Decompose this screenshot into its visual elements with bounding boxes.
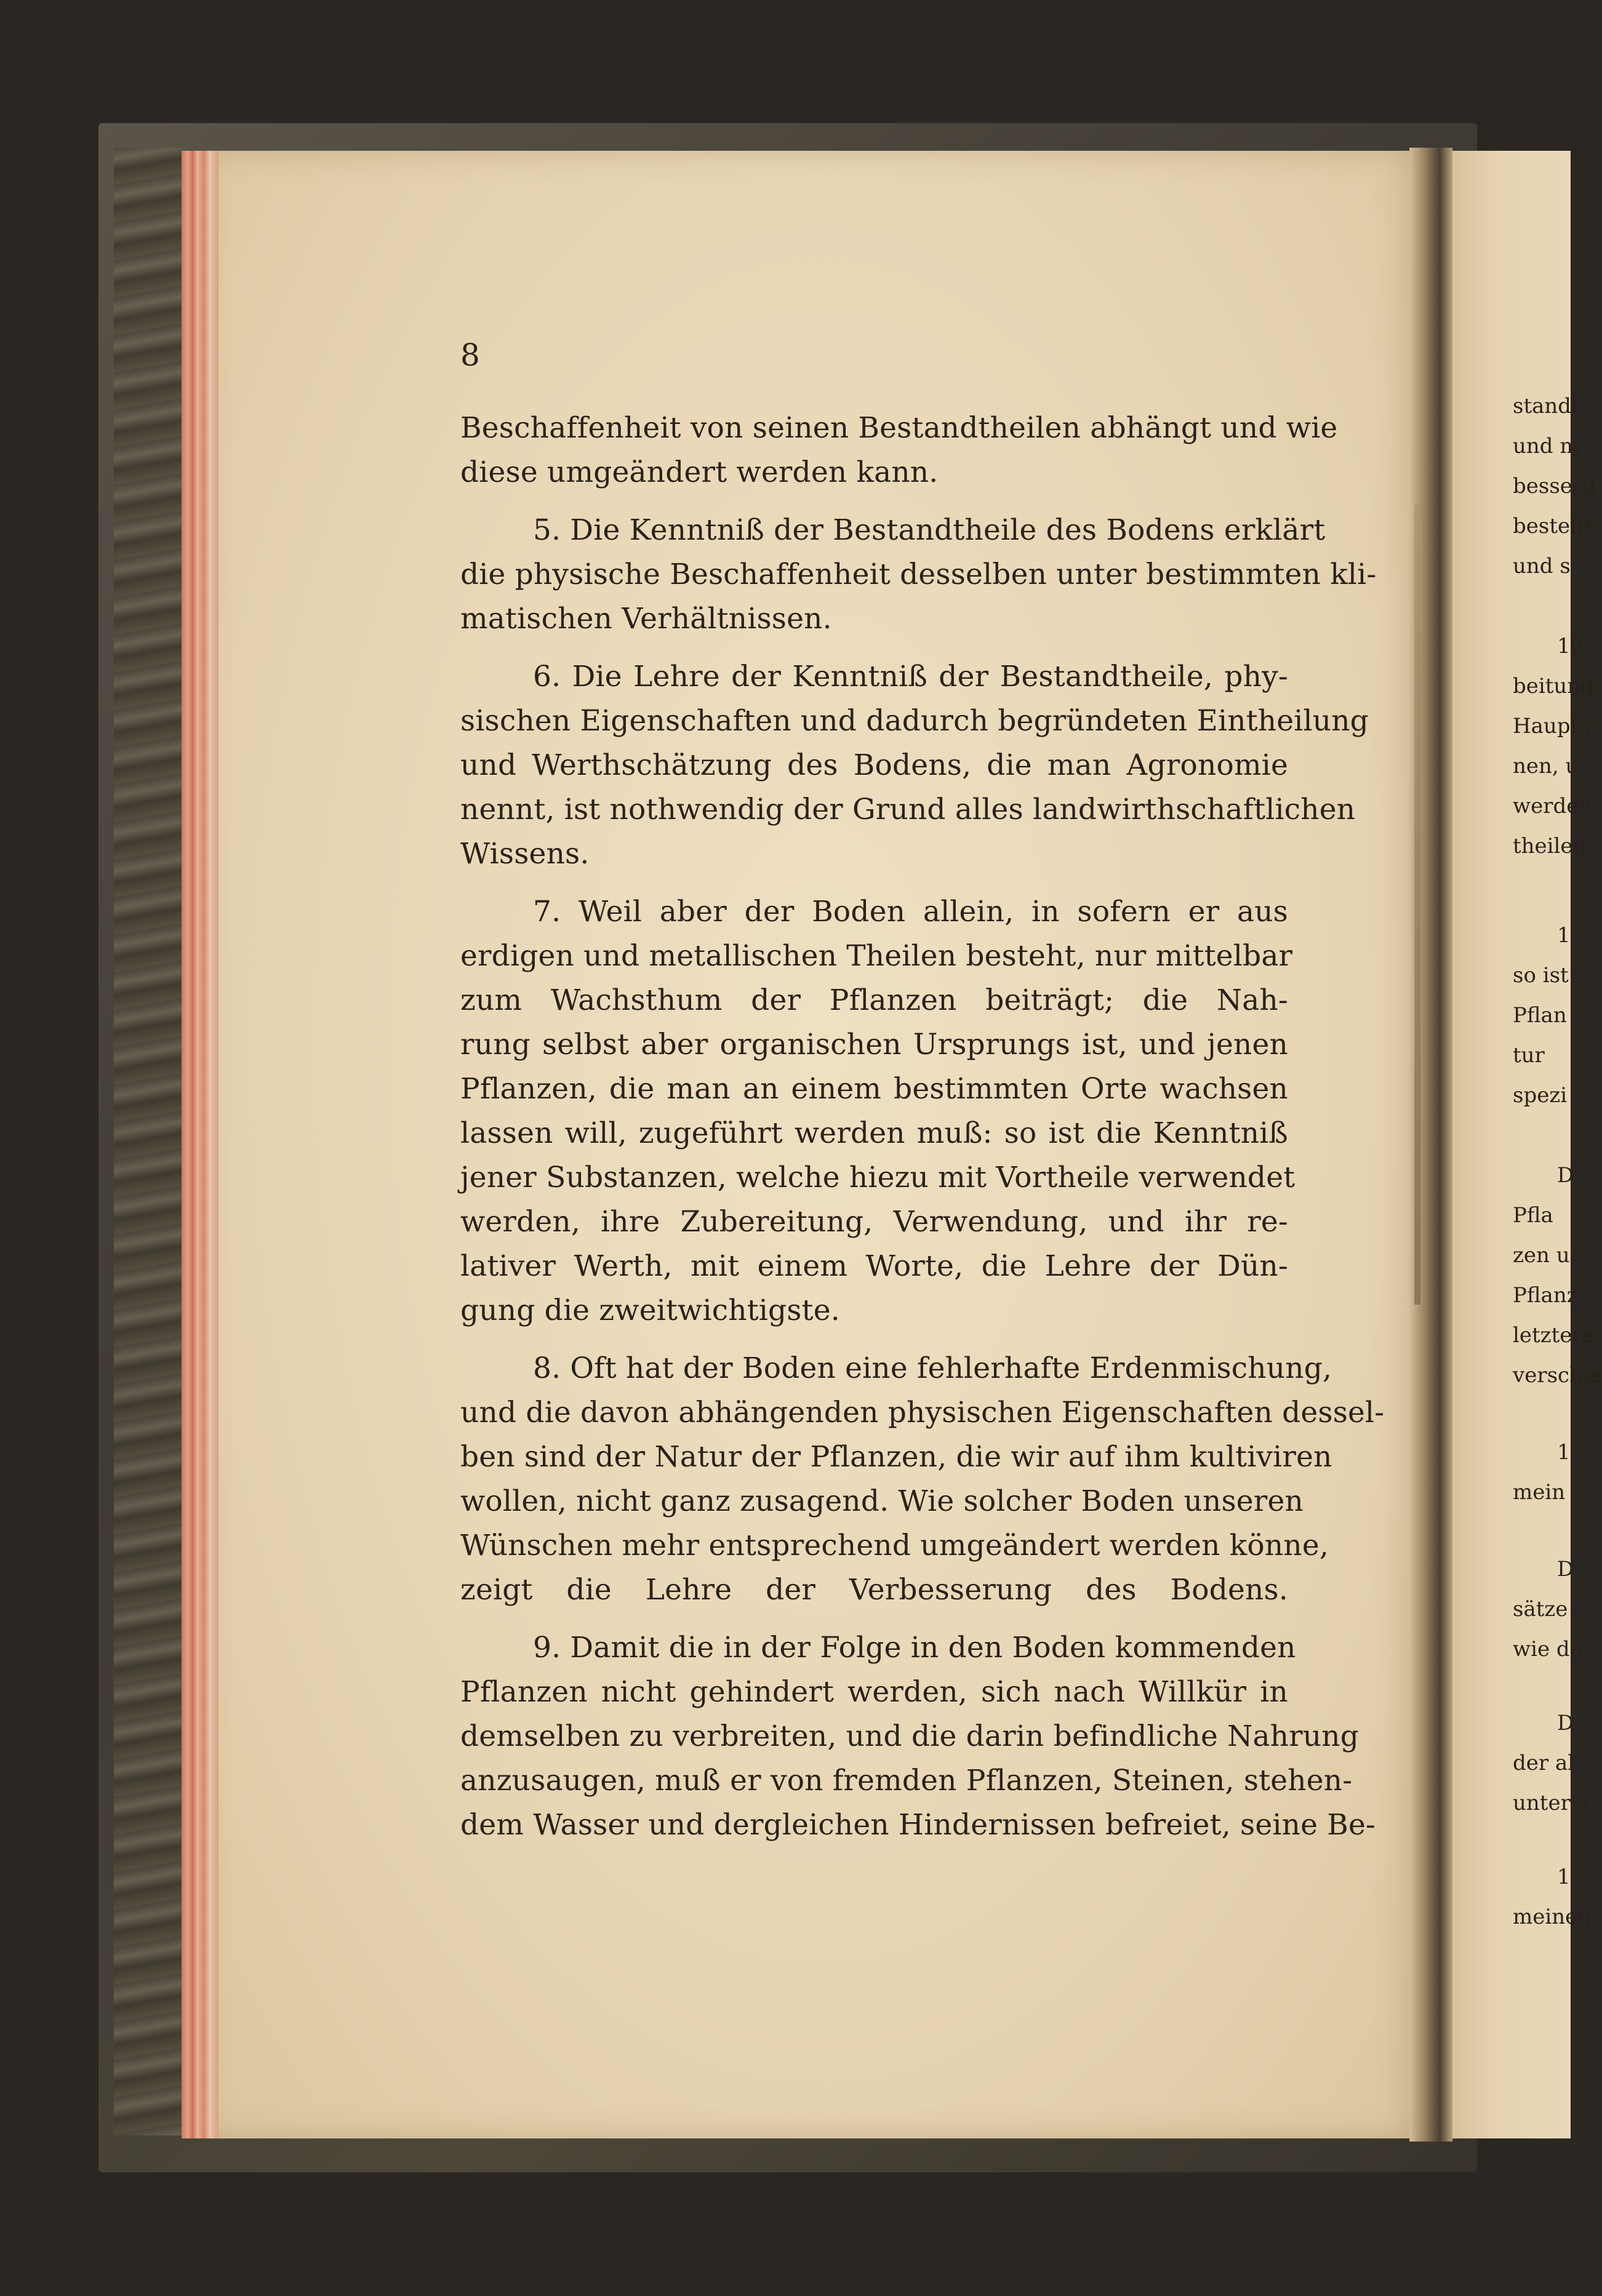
text-line: Wünschen mehr entsprechend umgeändert werden könne, — [460, 1529, 1329, 1562]
fragment-text: sätze — [1513, 1597, 1568, 1622]
fragment-text: unter s — [1513, 1791, 1588, 1815]
text-line: erdigen und metallischen Theilen besteht, nur mittelbar — [460, 939, 1293, 973]
fragment-text: 1 — [1557, 1865, 1571, 1889]
fragment-text: Haupta — [1513, 714, 1592, 738]
fragment-text: werden — [1513, 794, 1593, 818]
fragment-text: standt — [1513, 394, 1580, 418]
fragment-text: Pflanz — [1513, 1283, 1578, 1308]
text-line: Pflanzen, die man an einem bestimmten Orte wachsen — [460, 1072, 1288, 1106]
fragment-text: so ist — [1513, 963, 1569, 988]
text-line: 9. Damit die in der Folge in den Boden kommenden — [533, 1631, 1296, 1665]
fragment-text: meinen — [1513, 1905, 1592, 1929]
red-page-edge — [182, 151, 218, 2138]
text-line: dem Wasser und dergleichen Hindernissen befreiet, seine Be- — [460, 1808, 1376, 1842]
text-line: und Werthschätzung des Bodens, die man Agronomie — [460, 748, 1288, 782]
paragraph-gap — [460, 1333, 1288, 1346]
text-line: diese umgeändert werden kann. — [460, 455, 939, 489]
fragment-text: D — [1557, 1711, 1574, 1735]
text-line: Pflanzen nicht gehindert werden, sich nach Willkür in — [460, 1675, 1288, 1709]
fragment-text: D — [1557, 1163, 1574, 1188]
text-line: die physische Beschaffenheit desselben unter bestimmten kli- — [460, 558, 1377, 591]
fragment-text: besteht — [1513, 514, 1592, 538]
text-line: gung die zweitwichtigste. — [460, 1294, 840, 1327]
paragraph-gap — [460, 876, 1288, 890]
fragment-text: D — [1557, 1557, 1574, 1582]
text-line: matischen Verhältnissen. — [460, 602, 832, 636]
text-line: lativer Werth, mit einem Worte, die Lehre der Dün- — [460, 1249, 1288, 1283]
fragment-text: beitung — [1513, 674, 1594, 698]
text-line: lassen will, zugeführt werden muß: so ist die Kenntniß — [460, 1116, 1288, 1150]
fragment-text: wie de — [1513, 1637, 1582, 1662]
text-line: 8. Oft hat der Boden eine fehlerhafte Erdenmischung, — [533, 1351, 1332, 1385]
fragment-text: 10 — [1557, 634, 1584, 658]
fragment-text: und s — [1513, 554, 1571, 578]
fragment-text: Pfla — [1513, 1203, 1553, 1228]
gutter-thread — [1414, 505, 1420, 1305]
body-text — [460, 406, 1385, 1847]
text-line: sischen Eigenschaften und dadurch begründeten Eintheilung — [460, 704, 1369, 738]
text-line: werden, ihre Zubereitung, Verwendung, und ihr re- — [460, 1205, 1288, 1239]
fragment-text: theilen. — [1513, 834, 1593, 858]
text-line: 5. Die Kenntniß der Bestandtheile des Bodens erklärt — [533, 513, 1326, 547]
text-line: nennt, ist nothwendig der Grund alles landwirthschaftlichen — [460, 793, 1356, 826]
fragment-text: und m — [1513, 434, 1580, 458]
text-line: zeigt die Lehre der Verbesserung des Bodens. — [460, 1573, 1288, 1607]
text-line: 6. Die Lehre der Kenntniß der Bestandtheile, phy- — [533, 660, 1288, 694]
text-line: zum Wachsthum der Pflanzen beiträgt; die Nah- — [460, 983, 1288, 1017]
paragraph-gap — [460, 641, 1288, 655]
fragment-text: verschie — [1513, 1363, 1602, 1388]
text-line: 7. Weil aber der Boden allein, in sofern er aus — [533, 895, 1288, 929]
fragment-text: letztere — [1513, 1323, 1595, 1348]
page-number: 8 — [460, 337, 480, 373]
fragment-text: zen u — [1513, 1243, 1570, 1268]
fragment-text: der al — [1513, 1751, 1575, 1775]
text-line: demselben zu verbreiten, und die darin befindliche Nahrung — [460, 1719, 1360, 1753]
paragraph-gap — [460, 495, 1288, 508]
text-line: rung selbst aber organischen Ursprungs ist, und jenen — [460, 1028, 1288, 1062]
fragment-text: 1 — [1557, 923, 1571, 948]
paragraph-gap — [460, 1612, 1288, 1626]
fragment-text: nen, u — [1513, 754, 1579, 778]
fragment-text: Pflan — [1513, 1003, 1567, 1028]
text-line: anzusaugen, muß er von fremden Pflanzen, Steinen, stehen- — [460, 1764, 1353, 1798]
fragment-text: besseru — [1513, 474, 1596, 498]
fragment-text: tur — [1513, 1043, 1545, 1068]
fragment-text: 1 — [1557, 1440, 1571, 1465]
fragment-text: spezi — [1513, 1083, 1568, 1108]
text-line: wollen, nicht ganz zusagend. Wie solcher Boden unseren — [460, 1484, 1304, 1518]
text-line: ben sind der Natur der Pflanzen, die wir auf ihm kultiviren — [460, 1440, 1332, 1474]
fragment-text: mein — [1513, 1480, 1566, 1505]
text-line: Beschaffenheit von seinen Bestandtheilen abhängt und wie — [460, 411, 1338, 445]
text-line: Wissens. — [460, 837, 590, 871]
cover-marbled-edge — [114, 148, 182, 2135]
text-line: und die davon abhängenden physischen Eigenschaften dessel- — [460, 1396, 1385, 1430]
text-line: jener Substanzen, welche hiezu mit Vortheile verwendet — [460, 1161, 1296, 1194]
